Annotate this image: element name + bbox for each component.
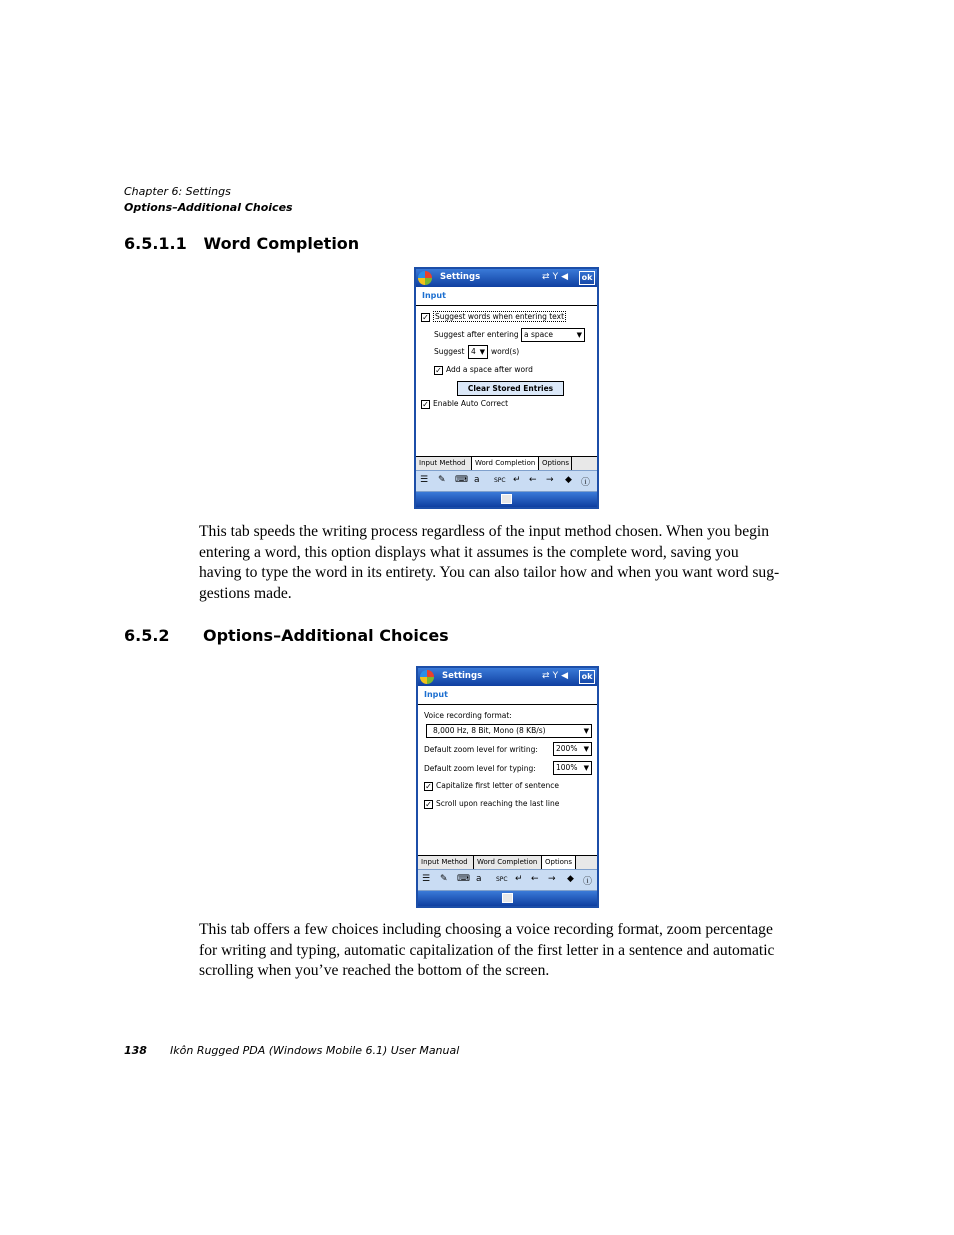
scroll-checkbox[interactable]: ✓ bbox=[425, 799, 432, 809]
suggest-count-value: 4 bbox=[471, 347, 476, 356]
ok-button[interactable]: ok bbox=[579, 271, 595, 285]
letter-a-icon[interactable]: a bbox=[474, 475, 480, 485]
letter-a-icon[interactable]: a bbox=[476, 874, 482, 884]
enter-icon[interactable]: ↵ bbox=[513, 475, 521, 485]
zoom-writing-label: Default zoom level for writing: bbox=[424, 745, 538, 754]
add-space-row[interactable] bbox=[434, 365, 533, 375]
taskbar bbox=[416, 492, 597, 507]
words-label: word(s) bbox=[491, 347, 520, 356]
footer-title: Ikôn Rugged PDA (Windows Mobile 6.1) User Manual bbox=[170, 1044, 460, 1057]
chevron-down-icon: ▼ bbox=[479, 348, 485, 356]
status-icons bbox=[542, 272, 571, 282]
capitalize-checkbox[interactable]: ✓ bbox=[425, 781, 432, 791]
suggest-after-value: a space bbox=[524, 330, 553, 339]
titlebar-title: Settings bbox=[440, 272, 481, 282]
ok-button[interactable]: ok bbox=[579, 670, 595, 684]
running-header-section: Options–Additional Choices bbox=[124, 201, 293, 214]
auto-correct-label: Enable Auto Correct bbox=[433, 399, 509, 408]
right-arrow-icon[interactable]: → bbox=[548, 874, 556, 884]
zoom-typing-value: 100% bbox=[556, 763, 578, 772]
tab-bar bbox=[418, 855, 597, 870]
zoom-typing-label: Default zoom level for typing: bbox=[424, 764, 536, 773]
scroll-row[interactable] bbox=[424, 799, 559, 809]
section-title: Options–Additional Choices bbox=[202, 626, 449, 645]
tab-word-completion[interactable]: Word Completion bbox=[474, 856, 542, 869]
taskbar bbox=[418, 891, 597, 906]
titlebar-title: Settings bbox=[442, 671, 483, 681]
add-space-checkbox[interactable]: ✓ bbox=[435, 365, 442, 375]
connectivity-icon[interactable]: ⇄ bbox=[542, 272, 553, 282]
keyboard-toggle-icon[interactable] bbox=[502, 893, 513, 903]
chevron-down-icon: ▼ bbox=[583, 745, 589, 753]
volume-icon[interactable]: ◀ bbox=[561, 671, 571, 681]
capitalize-row[interactable] bbox=[424, 781, 559, 791]
suggest-label: Suggest bbox=[434, 347, 465, 356]
running-header-chapter: Chapter 6: Settings bbox=[124, 185, 231, 198]
suggest-words-label: Suggest words when entering text bbox=[435, 312, 565, 321]
word-completion-screenshot bbox=[414, 267, 599, 509]
space-icon[interactable]: SPC bbox=[496, 876, 508, 883]
paragraph-line: This tab speeds the writing process regardless of the input method chosen. When you begin bbox=[199, 523, 770, 540]
keyboard-icon[interactable]: ⌨ bbox=[455, 475, 468, 485]
voice-format-label: Voice recording format: bbox=[424, 711, 512, 720]
connectivity-icon[interactable]: ⇄ bbox=[542, 671, 553, 681]
voice-format-value: 8,000 Hz, 8 Bit, Mono (8 KB/s) bbox=[433, 726, 546, 735]
auto-correct-checkbox[interactable]: ✓ bbox=[422, 399, 429, 409]
tab-word-completion[interactable]: Word Completion bbox=[472, 457, 539, 470]
section-heading-word-completion bbox=[124, 234, 359, 253]
input-panel-bar bbox=[416, 470, 597, 492]
paragraph-line: scrolling when you’ve reached the bottom of the screen. bbox=[199, 962, 550, 979]
suggest-words-row[interactable] bbox=[421, 312, 566, 322]
handwriting-icon[interactable]: ✎ bbox=[440, 874, 448, 884]
section-number: 6.5.2 bbox=[124, 626, 170, 645]
input-panel-bar bbox=[418, 869, 597, 891]
signal-icon[interactable]: Y bbox=[552, 272, 562, 282]
voice-format-select[interactable] bbox=[426, 724, 592, 738]
right-arrow-icon[interactable]: → bbox=[546, 475, 554, 485]
keyboard-icon[interactable]: ⌨ bbox=[457, 874, 470, 884]
options-description bbox=[199, 920, 819, 982]
tab-options[interactable]: Options bbox=[539, 457, 572, 470]
titlebar bbox=[418, 668, 597, 686]
list-icon[interactable]: ☰ bbox=[420, 475, 429, 485]
space-icon[interactable]: SPC bbox=[494, 477, 506, 484]
backspace-icon[interactable]: ◆ bbox=[565, 475, 572, 485]
paragraph-line: gestions made. bbox=[199, 584, 292, 602]
keyboard-toggle-icon[interactable] bbox=[501, 494, 512, 504]
windows-logo-icon[interactable] bbox=[418, 271, 432, 285]
tab-bar bbox=[416, 456, 597, 471]
enter-icon[interactable]: ↵ bbox=[515, 874, 523, 884]
clear-stored-entries-button[interactable]: Clear Stored Entries bbox=[457, 381, 564, 396]
add-space-label: Add a space after word bbox=[446, 365, 533, 374]
left-arrow-icon[interactable]: ← bbox=[529, 475, 537, 485]
zoom-writing-value: 200% bbox=[556, 744, 578, 753]
signal-icon[interactable]: Y bbox=[552, 671, 562, 681]
status-icons bbox=[542, 671, 571, 681]
chevron-down-icon: ▼ bbox=[583, 764, 589, 772]
suggest-count-select[interactable] bbox=[468, 345, 488, 359]
paragraph-line: having to type the word in its entirety. You can also tailor how and when you want word sug- bbox=[199, 564, 780, 581]
tab-input-method[interactable]: Input Method bbox=[418, 856, 474, 869]
word-completion-description bbox=[199, 522, 819, 604]
zoom-writing-select[interactable] bbox=[553, 742, 592, 756]
windows-logo-icon[interactable] bbox=[420, 670, 434, 684]
titlebar bbox=[416, 269, 597, 287]
section-label: Input bbox=[422, 291, 446, 300]
page-number: 138 bbox=[124, 1044, 147, 1057]
section-label: Input bbox=[424, 690, 448, 699]
section-heading-options bbox=[124, 626, 449, 645]
help-icon[interactable]: ⓘ bbox=[583, 877, 593, 887]
backspace-icon[interactable]: ◆ bbox=[567, 874, 574, 884]
volume-icon[interactable]: ◀ bbox=[561, 272, 571, 282]
tab-input-method[interactable]: Input Method bbox=[416, 457, 472, 470]
scroll-label: Scroll upon reaching the last line bbox=[436, 799, 560, 808]
section-number: 6.5.1.1 bbox=[124, 234, 187, 253]
section-title: Word Completion bbox=[203, 234, 360, 253]
capitalize-label: Capitalize first letter of sentence bbox=[436, 781, 559, 790]
suggest-after-select[interactable] bbox=[521, 328, 585, 342]
help-icon[interactable]: ⓘ bbox=[581, 478, 591, 488]
suggest-words-checkbox[interactable]: ✓ bbox=[422, 312, 429, 322]
divider bbox=[418, 704, 597, 705]
paragraph-line: entering a word, this option displays what it assumes is the complete word, saving you bbox=[199, 543, 739, 561]
left-arrow-icon[interactable]: ← bbox=[531, 874, 539, 884]
chevron-down-icon: ▼ bbox=[576, 331, 582, 339]
zoom-typing-select[interactable] bbox=[553, 761, 592, 775]
list-icon[interactable]: ☰ bbox=[422, 874, 431, 884]
suggest-after-label: Suggest after entering bbox=[434, 330, 519, 339]
handwriting-icon[interactable]: ✎ bbox=[438, 475, 446, 485]
paragraph-line: for writing and typing, automatic capitalization of the first letter in a sentence and automatic bbox=[199, 941, 775, 959]
chevron-down-icon: ▼ bbox=[583, 727, 589, 735]
paragraph-line: This tab offers a few choices including choosing a voice recording format, zoom percentage bbox=[199, 921, 773, 938]
auto-correct-row[interactable] bbox=[421, 399, 508, 409]
divider bbox=[416, 305, 597, 306]
options-screenshot bbox=[416, 666, 599, 908]
tab-options[interactable]: Options bbox=[542, 856, 576, 869]
